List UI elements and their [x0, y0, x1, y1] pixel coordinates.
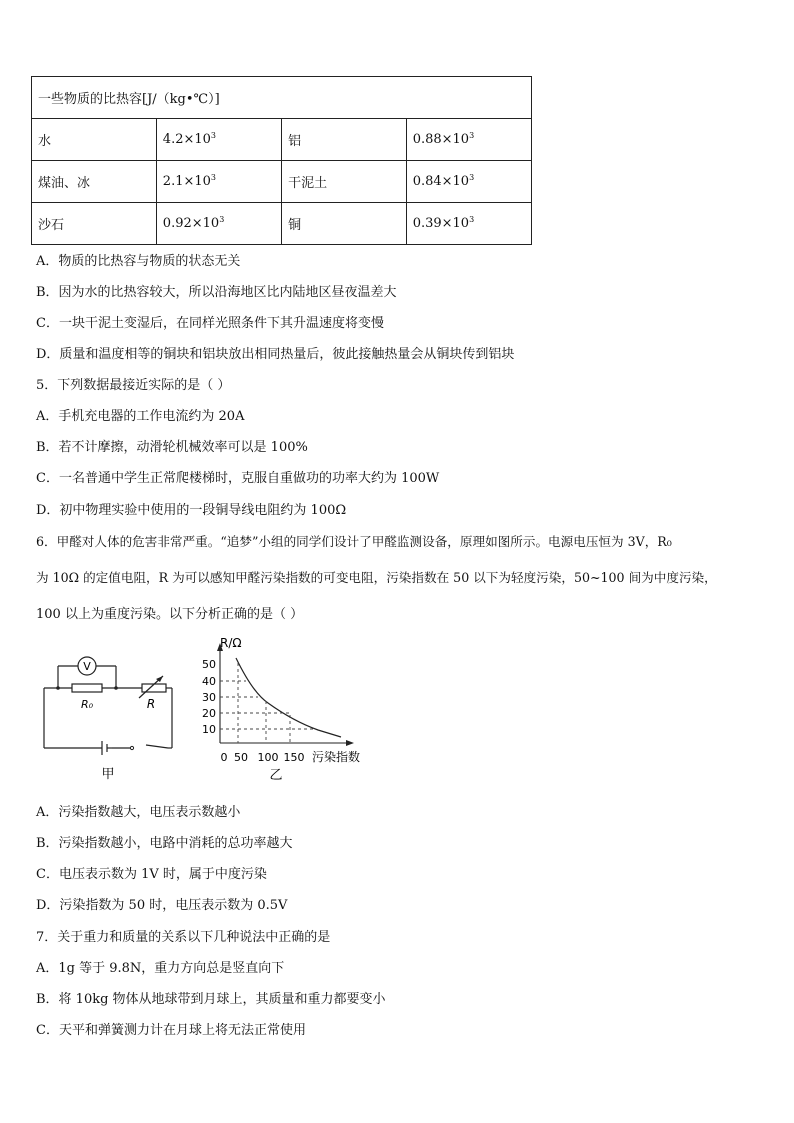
r0-resistor — [72, 684, 102, 692]
q4-option-c: C．一块干泥土变湿后，在同样光照条件下其升温速度将变慢 — [36, 316, 384, 331]
specific-heat-table — [31, 76, 532, 245]
voltmeter-label: V — [83, 660, 91, 673]
specific-heat-value: $0.84\times 10^3$ — [406, 161, 531, 203]
specific-heat-value: $0.92\times 10^3$ — [156, 203, 281, 245]
switch-blade — [146, 745, 168, 748]
graph-svg — [198, 633, 378, 783]
q5-stem: 5．下列数据最接近实际的是（ ） — [36, 378, 231, 393]
q6-option-c: C．电压表示数为 1V 时，属于中度污染 — [36, 867, 267, 882]
circuit-svg — [36, 648, 186, 783]
q5-option-d: D．初中物理实验中使用的一段铜导线电阻约为 100Ω — [36, 503, 347, 518]
switch-contact — [130, 746, 133, 749]
specific-heat-value: $0.88\times 10^3$ — [406, 119, 531, 161]
q7-option-b: B．将 10kg 物体从地球带到月球上，其质量和重力都要变小 — [36, 992, 386, 1007]
q6-stem-line2: 为 10Ω 的定值电阻，R 为可以感知甲醛污染指数的可变电阻，污染指数在 50 以下为轻度污染，50~100 间为中度污染， — [36, 570, 717, 585]
y-tick-label: 30 — [202, 691, 216, 704]
table-row — [32, 203, 532, 245]
x-axis-arrow — [346, 740, 354, 746]
substance-name: 铜 — [282, 203, 407, 245]
r-variable-resistor — [142, 684, 166, 692]
table-row — [32, 119, 532, 161]
specific-heat-value: $0.39\times 10^3$ — [406, 203, 531, 245]
r0-label: R₀ — [80, 698, 94, 711]
q4-option-a: A．物质的比热容与物质的状态无关 — [36, 254, 241, 269]
table-header-cell: 一些物质的比热容[J/（kg•℃）] — [32, 77, 532, 119]
q6-option-d: D．污染指数为 50 时，电压表示数为 0.5V — [36, 898, 288, 913]
x-axis-label: 污染指数 — [312, 750, 361, 764]
q4-option-b: B．因为水的比热容较大，所以沿海地区比内陆地区昼夜温差大 — [36, 285, 397, 300]
q7-option-c: C．天平和弹簧测力计在月球上将无法正常使用 — [36, 1023, 306, 1038]
table-row — [32, 161, 532, 203]
y-axis-label: R/Ω — [220, 636, 242, 650]
y-tick-label: 40 — [202, 675, 216, 688]
x-tick-label: 0 — [220, 751, 228, 764]
specific-heat-value: $4.2\times 10^3$ — [156, 119, 281, 161]
circuit-diagram — [36, 648, 186, 783]
q5-option-b: B．若不计摩擦，动滑轮机械效率可以是 100% — [36, 440, 308, 455]
specific-heat-value: $2.1\times 10^3$ — [156, 161, 281, 203]
resistance-graph — [198, 633, 378, 783]
figure-caption-yi: 乙 — [269, 768, 283, 783]
substance-name: 铝 — [282, 119, 407, 161]
substance-name: 干泥土 — [282, 161, 407, 203]
q6-stem-line3: 100 以上为重度污染。以下分析正确的是（ ） — [36, 607, 304, 622]
y-tick-label: 10 — [202, 723, 216, 736]
x-tick-label: 150 — [283, 751, 305, 764]
substance-name: 煤油、冰 — [32, 161, 157, 203]
q7-option-a: A．1g 等于 9.8N，重力方向总是竖直向下 — [36, 961, 285, 976]
q7-stem: 7．关于重力和质量的关系以下几种说法中正确的是 — [36, 930, 331, 945]
q6-option-a: A．污染指数越大，电压表示数越小 — [36, 805, 241, 820]
r-label: R — [146, 697, 156, 711]
substance-name: 水 — [32, 119, 157, 161]
q5-option-a: A．手机充电器的工作电流约为 20A — [36, 409, 245, 424]
x-tick-label: 50 — [234, 751, 248, 764]
q5-option-c: C．一名普通中学生正常爬楼梯时，克服自重做功的功率大约为 100W — [36, 471, 440, 486]
substance-name: 沙石 — [32, 203, 157, 245]
resistance-curve — [236, 658, 341, 737]
q6-option-b: B．污染指数越小，电路中消耗的总功率越大 — [36, 836, 293, 851]
q6-stem-line1: 6．甲醛对人体的危害非常严重。“追梦”小组的同学们设计了甲醛监测设备，原理如图所示。电源电压恒为 3V，R₀ — [36, 534, 672, 549]
y-tick-label: 20 — [202, 707, 216, 720]
figure-caption-jia: 甲 — [101, 767, 115, 782]
x-tick-label: 100 — [257, 751, 279, 764]
y-tick-label: 50 — [202, 658, 216, 671]
q4-option-d: D．质量和温度相等的铜块和铝块放出相同热量后，彼此接触热量会从铜块传到铝块 — [36, 347, 515, 362]
table-header-row — [32, 77, 532, 119]
